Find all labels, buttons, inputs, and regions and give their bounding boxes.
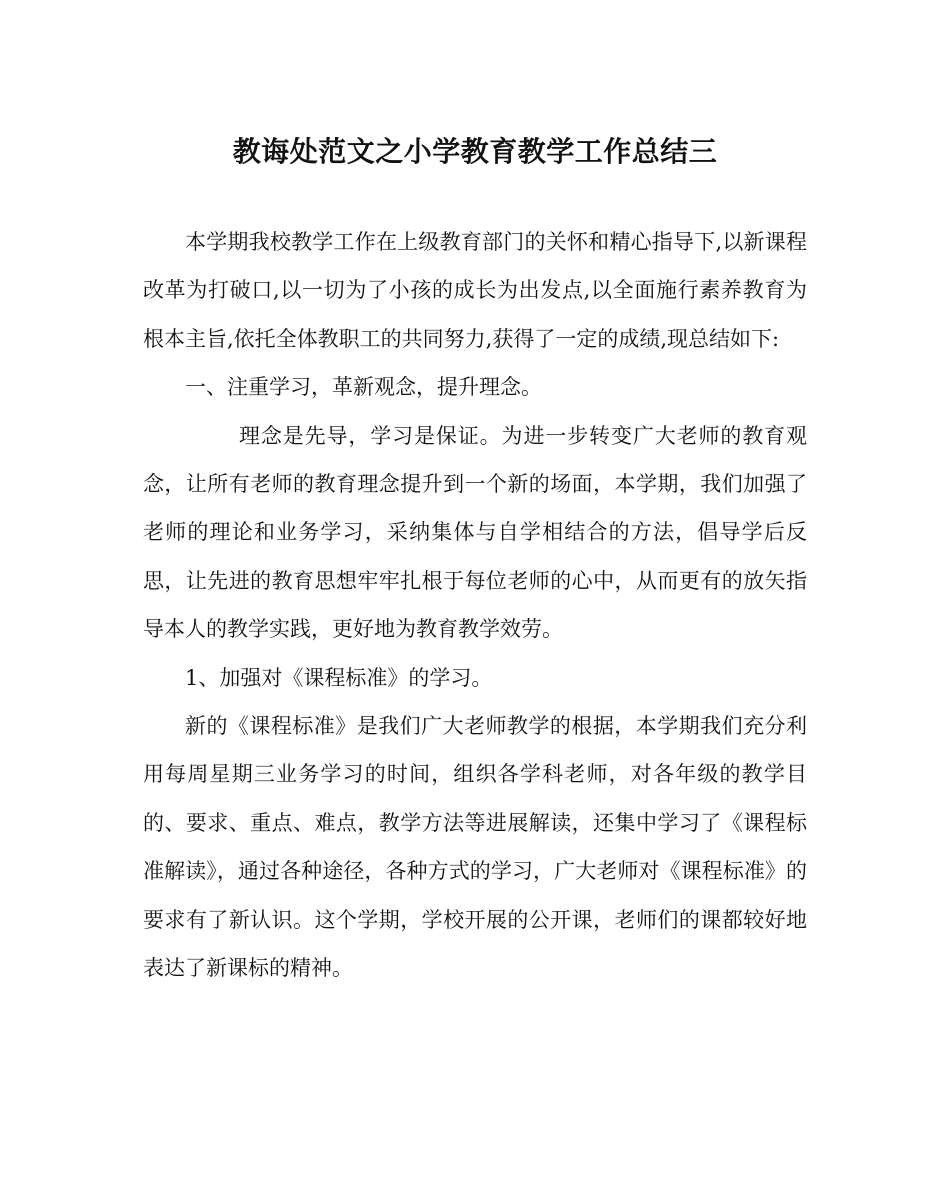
paragraph-subsection-1: 新的《课程标准》是我们广大老师教学的根据，本学期我们充分利用每周星期三业务学习的时间，组织各学科老师，对各年级的教学目的、要求、重点、难点，教学方法等进展解读，还集中学习了《课程标准解读》，通过各种途径，各种方式的学习，广大老师对《课程标准》的要求有了新认识。这个学期，学校开展的公开课，老师们的课都较好地表达了新课标的精神。 bbox=[143, 714, 807, 981]
section-heading-1: 一、注重学习，革新观念，提升理念。 bbox=[185, 375, 542, 400]
document-body bbox=[143, 218, 807, 993]
document-title: 教诲处范文之小学教育教学工作总结三 bbox=[232, 135, 718, 168]
paragraph-section-1: 理念是先导，学习是保证。为进一步转变广大老师的教育观念，让所有老师的教育理念提升到一个新的场面，本学期，我们加强了老师的理论和业务学习，采纳集体与自学相结合的方法，倡导学后反思，让先进的教育思想牢牢扎根于每位老师的心中，从而更有的放矢指导本人的教学实践，更好地为教育教学效劳。 bbox=[143, 423, 807, 642]
subsection-heading-1: 1、加强对《课程标准》的学习。 bbox=[185, 665, 493, 690]
paragraph-intro: 本学期我校教学工作在上级教育部门的关怀和精心指导下,以新课程改革为打破口,以一切为了小孩的成长为出发点,以全面施行素养教育为根本主旨,依托全体教职工的共同努力,获得了一定的成绩,现总结如下: bbox=[143, 230, 807, 351]
